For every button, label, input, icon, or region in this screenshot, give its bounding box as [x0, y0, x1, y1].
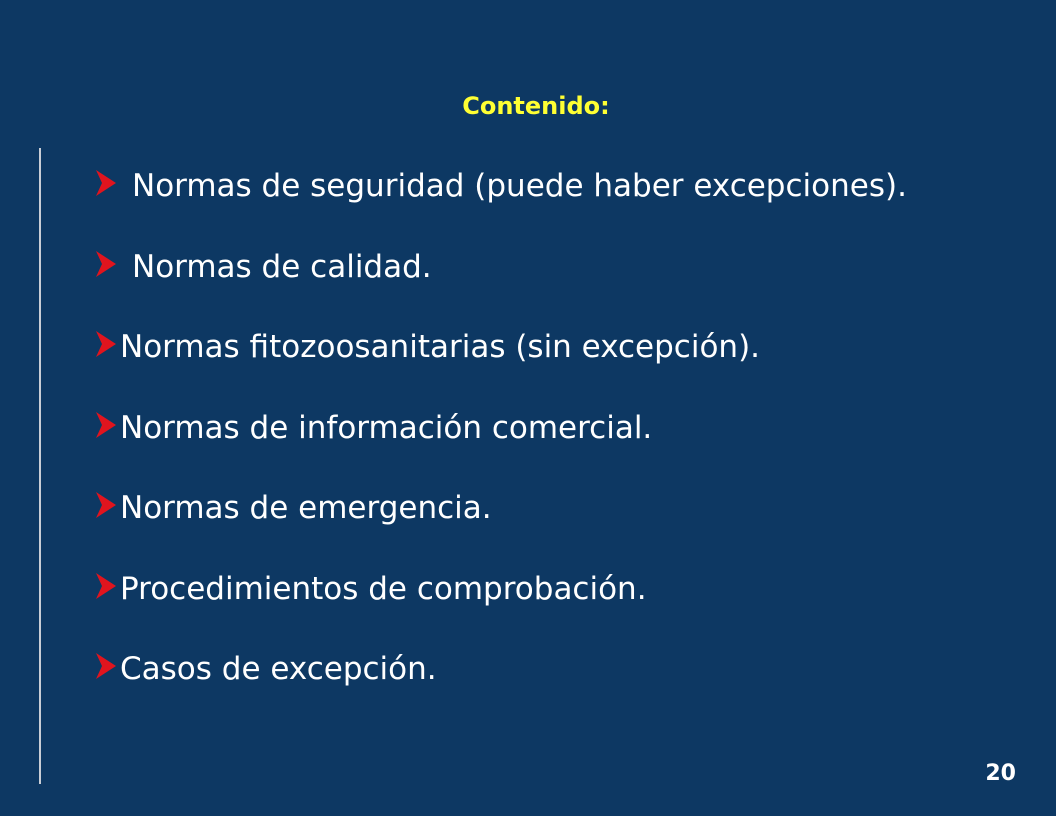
arrowhead-bullet-icon	[96, 492, 116, 518]
arrowhead-bullet-icon	[96, 331, 116, 357]
bullet-text: Casos de excepción.	[120, 651, 437, 687]
bullet-item	[96, 164, 907, 245]
arrowhead-bullet-icon	[96, 573, 116, 599]
bullet-text: Normas de calidad.	[132, 248, 432, 285]
arrowhead-bullet-icon	[96, 251, 116, 277]
bullet-item	[96, 486, 907, 567]
bullet-text: Normas fitozoosanitarias (sin excepción).	[120, 329, 761, 365]
bullet-item	[96, 567, 907, 648]
arrowhead-bullet-icon	[96, 170, 116, 196]
bullet-list	[96, 164, 907, 728]
bullet-text: Normas de emergencia.	[120, 490, 492, 526]
arrowhead-bullet-icon	[96, 412, 116, 438]
slide-title: Contenido:	[462, 92, 610, 120]
bullet-item	[96, 647, 907, 728]
bullet-item	[96, 406, 907, 487]
vertical-divider	[39, 148, 41, 784]
bullet-item	[96, 325, 907, 406]
bullet-item	[96, 245, 907, 326]
bullet-text: Normas de seguridad (puede haber excepciones).	[132, 168, 907, 204]
page-number: 20	[985, 761, 1016, 786]
bullet-text: Procedimientos de comprobación.	[120, 570, 647, 607]
bullet-text: Normas de información comercial.	[120, 409, 653, 446]
arrowhead-bullet-icon	[96, 653, 116, 679]
